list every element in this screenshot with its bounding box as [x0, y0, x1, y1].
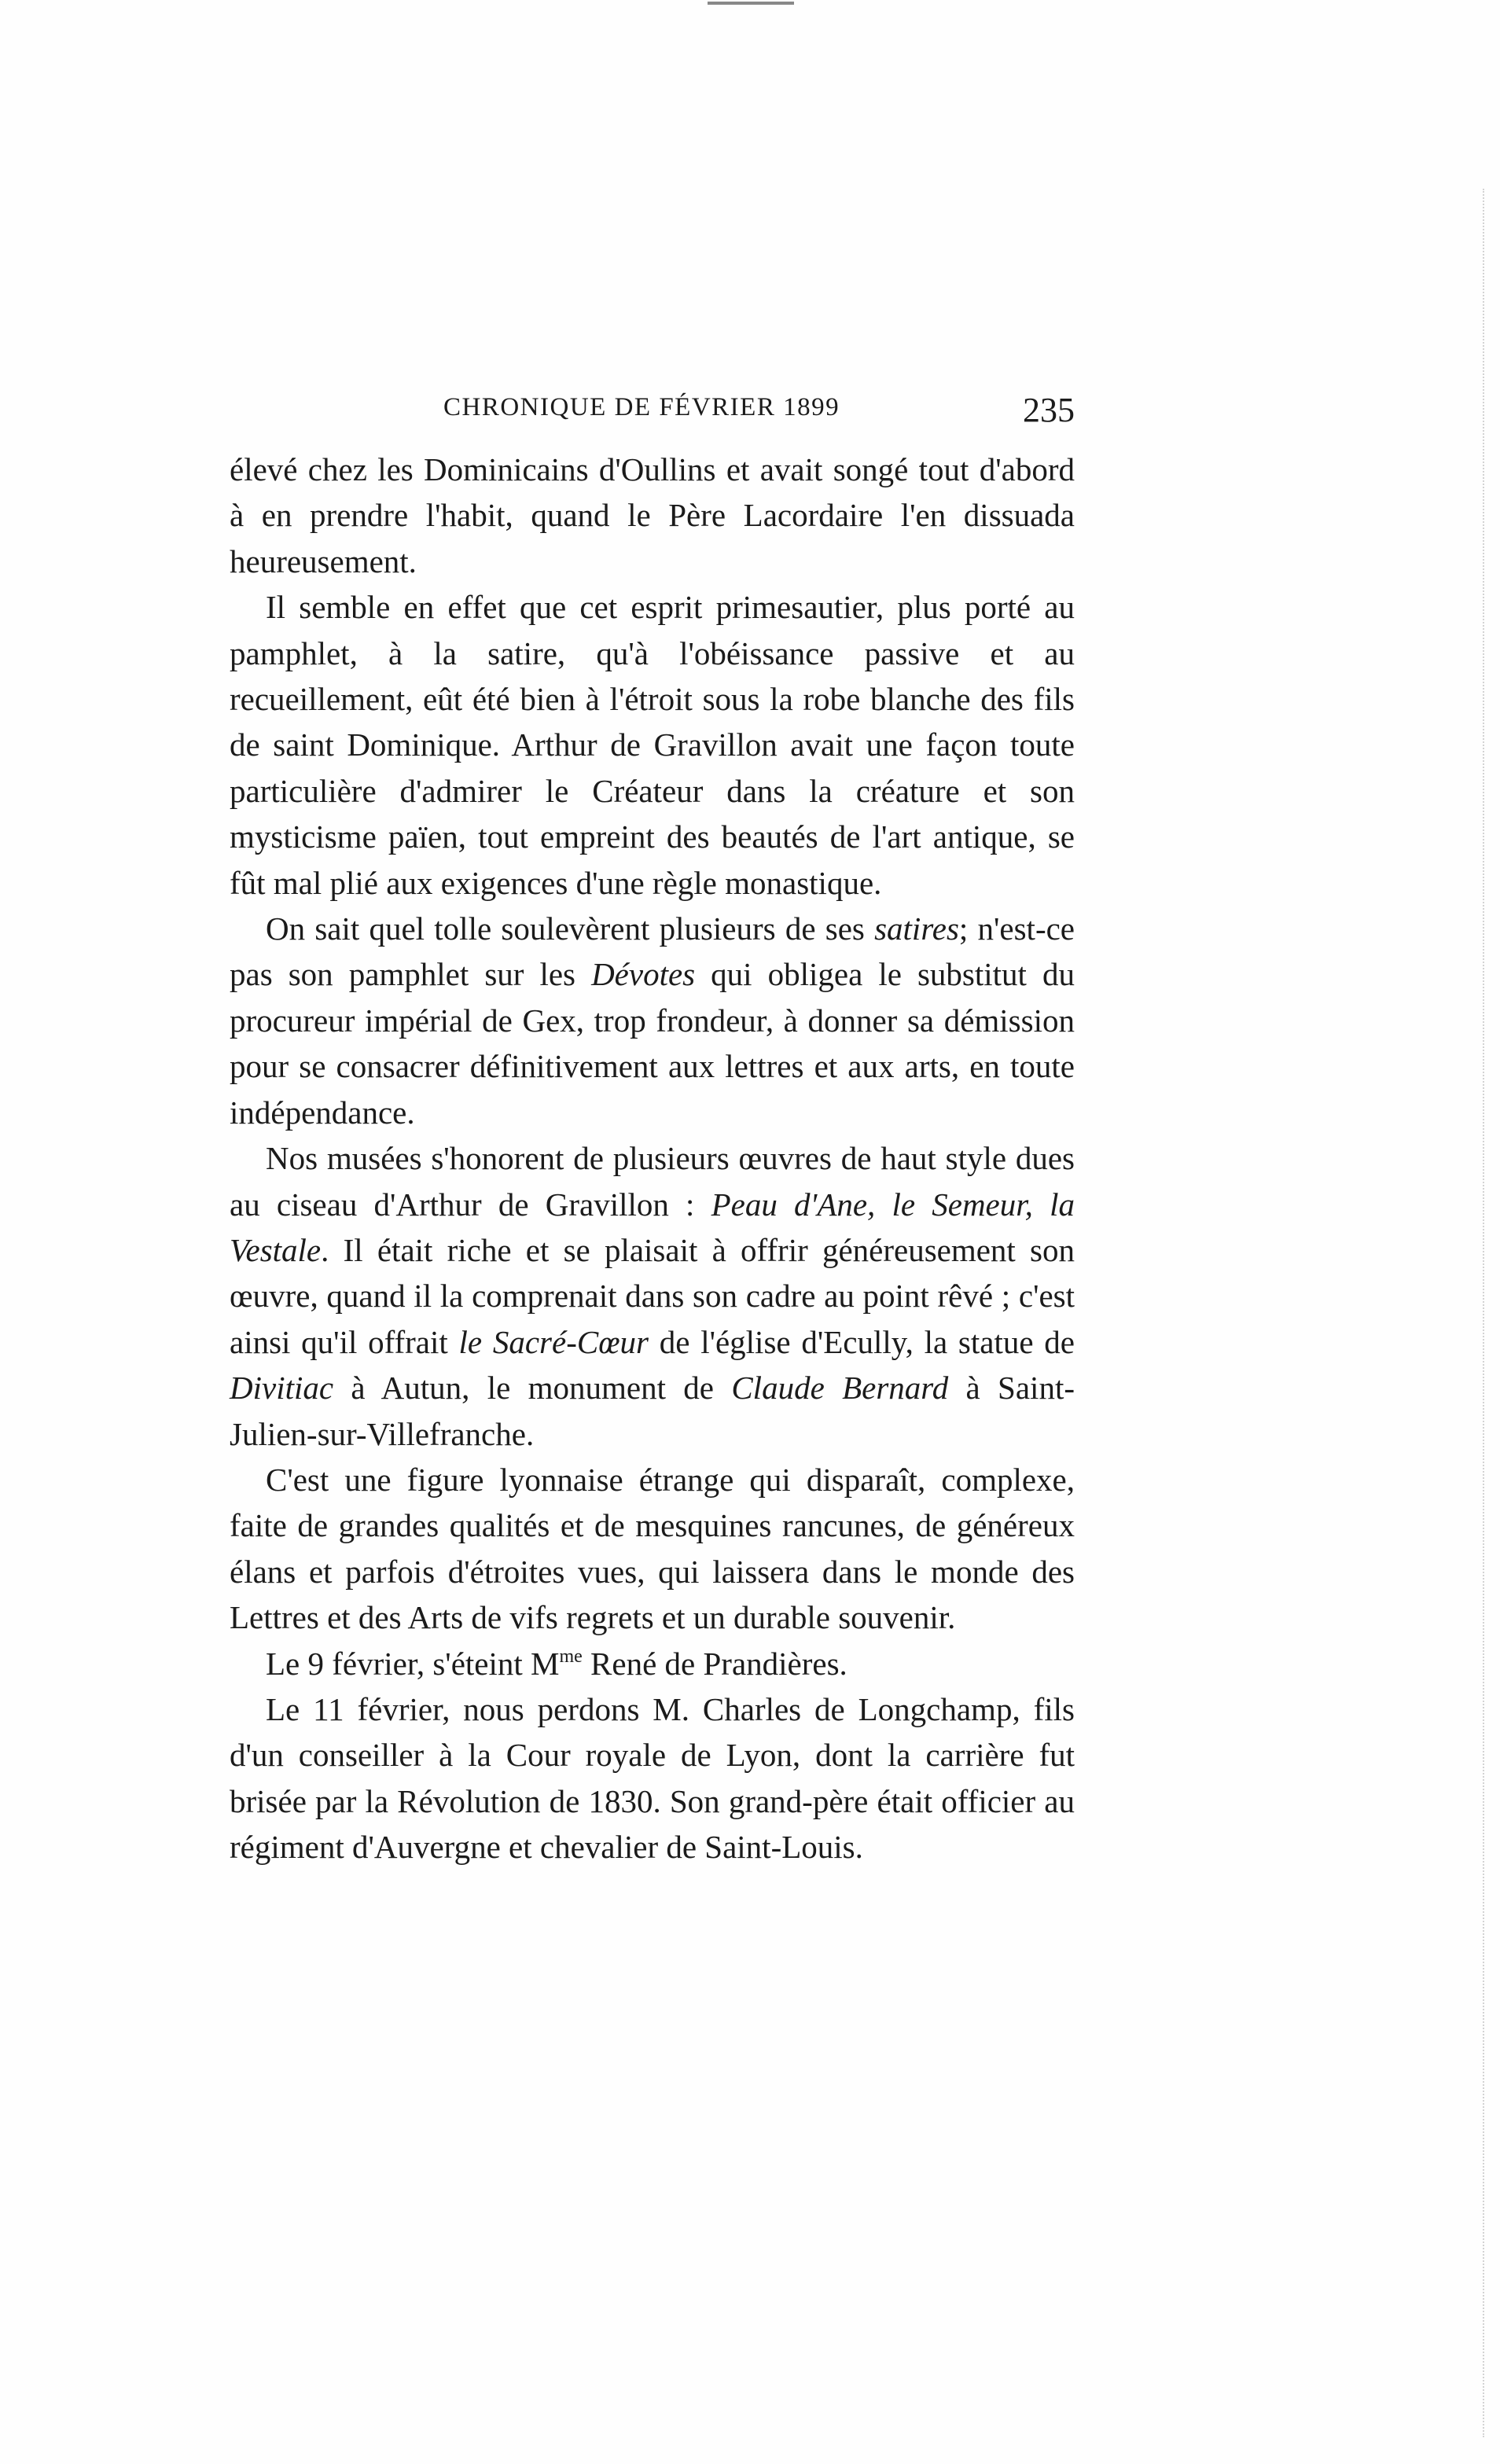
- italic-works-list: Peau d'Ane, le Semeur, la Vestale: [230, 1186, 1075, 1268]
- italic-title-sacre-coeur: le Sacré-Cœur: [458, 1323, 649, 1360]
- paragraph-7: Le 11 février, nous perdons M. Charles de Longchamp, fils d'un conseiller à la Cour royale de Lyon, dont la carrière fut brisée par la Révolution de 1830. Son grand-père était officier au régiment d'Auvergne et chevalier de Saint-Louis.: [230, 1690, 1075, 1866]
- page-number: 235: [1023, 391, 1075, 429]
- paragraph-2: Il semble en effet que cet esprit primesautier, plus porté au pamphlet, à la satire, qu'à l'obéissance passive et au recueillement, eût été bien à l'étroit sous la robe blanche des fils de saint Dominique. Arthur de Gravillon avait une façon toute particulière d'admirer le Créateur dans la créature et son mysticisme païen, tout empreint des beautés de l'art antique, se fût mal plié aux exigences d'une règle monastique.: [230, 589, 1075, 901]
- text-run: à Autun, le monument de: [333, 1370, 732, 1407]
- running-head: CHRONIQUE DE FÉVRIER 1899: [443, 393, 840, 421]
- paragraph-6: [230, 1641, 1075, 1686]
- text-run: René de Prandières.: [582, 1645, 847, 1682]
- paragraph-3: [230, 906, 1075, 1135]
- text-run: de l'église d'Ecully, la statue de: [649, 1323, 1075, 1360]
- italic-title-satires: satires: [874, 910, 959, 947]
- italic-title-divitiac: Divitiac: [230, 1370, 334, 1407]
- text-run: à Saint-Julien-sur-Villefranche.: [230, 1370, 1075, 1452]
- page-header: [230, 393, 1075, 440]
- text-run: ; n'est-ce pas son pamphlet sur les: [230, 910, 1075, 993]
- scan-edge-artifact: [1483, 189, 1486, 2437]
- italic-title-claude-bernard: Claude Bernard: [731, 1370, 949, 1407]
- text-run: Nos musées s'honorent de plusieurs œuvres de haut style dues au ciseau d'Arthur de Gravillon :: [230, 1140, 1075, 1223]
- body-text: [230, 447, 1075, 1870]
- text-run: On sait quel tolle soulevèrent plusieurs de ses: [266, 910, 875, 947]
- scan-artifact: [708, 2, 794, 5]
- text-run: . Il était riche et se plaisait à offrir généreusement son œuvre, quand il la comprenait dans son cadre au point rêvé ; c'est ainsi qu'il offrait: [230, 1231, 1075, 1360]
- text-run: qui obligea le substitut du procureur impérial de Gex, trop frondeur, à donner sa démission pour se consacrer définitivement aux lettres et aux arts, en toute indépendance.: [230, 956, 1075, 1131]
- paragraph-5: C'est une figure lyonnaise étrange qui disparaît, complexe, faite de grandes qualités et de mesquines rancunes, de généreux élans et parfois d'étroites vues, qui laissera dans le monde des Lettres et des Arts de vifs regrets et un durable souvenir.: [230, 1461, 1075, 1636]
- paragraph-4: [230, 1135, 1075, 1457]
- text-run: Le 9 février, s'éteint M: [266, 1645, 560, 1682]
- italic-title-devotes: Dévotes: [591, 956, 696, 993]
- superscript-me: me: [559, 1646, 583, 1667]
- paragraph-1: élevé chez les Dominicains d'Oullins et avait songé tout d'abord à en prendre l'habit, quand le Père Lacordaire l'en dissuada heureusement.: [230, 451, 1075, 579]
